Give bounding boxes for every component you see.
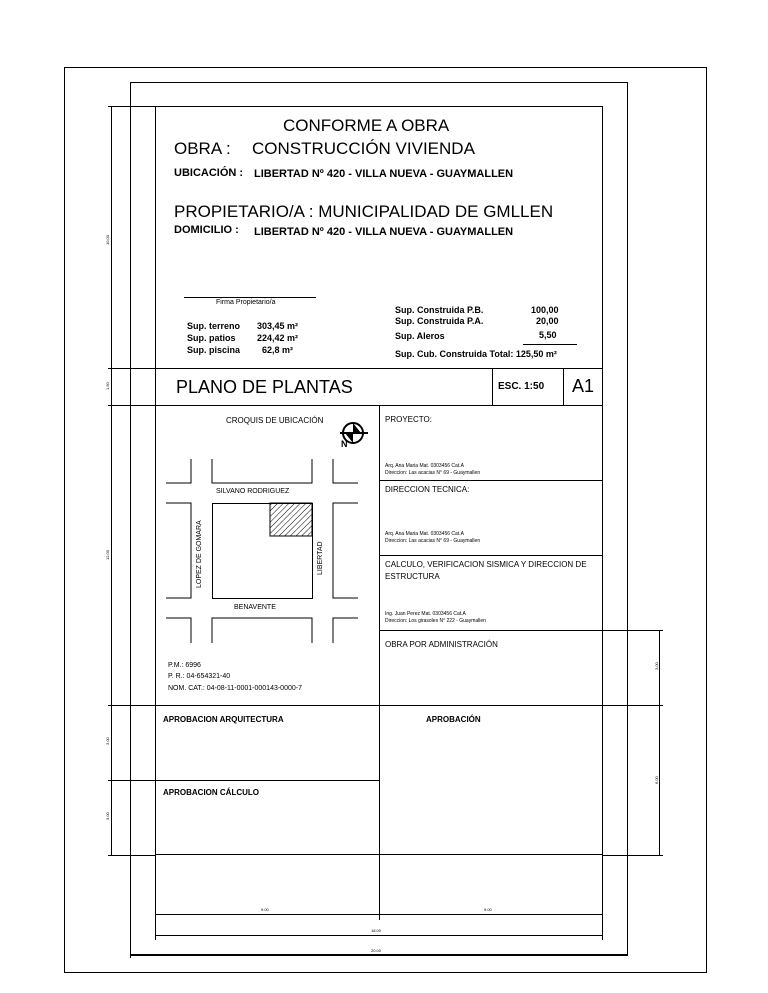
direccion-line: Direccion: Las acacias N° 69 - Guaymallen [385,538,481,544]
direccion-title: DIRECCION TECNICA: [385,485,470,494]
north-label: N [341,439,348,449]
proyecto-line: Arq. Ana Maria Mat. 0303456 Cat.A [385,463,464,469]
nom-cat-label: NOM. CAT.: 04-08-11-0001-000143-0000-7 [168,685,302,692]
dim-label: 10.00 [105,234,110,245]
signature-label: Firma Propietario/a [216,299,276,306]
aprobacion: APROBACIÓN [426,715,481,724]
obra-value: CONSTRUCCIÓN VIVIENDA [252,139,475,158]
surface-label: Sup. piscina [187,345,241,355]
surface-value: 303,45 m² [257,321,299,331]
sheet-title: CONFORME A OBRA [283,116,450,135]
surface-value: 62,8 m² [262,345,294,355]
pm-label: P.M.: 6996 [168,662,201,669]
surface-total: Sup. Cub. Construida Total: 125,50 m² [395,349,557,359]
domicilio-value: LIBERTAD Nº 420 - VILLA NUEVA - GUAYMALLEN [254,226,514,238]
calculo-line: Direccion: Los girasoles N° 222 - Guaymallen [385,618,486,624]
dim-label: 3.00 [105,737,110,745]
dim-label: 1.50 [105,382,110,390]
dim-label: 18.00 [371,928,382,933]
direccion-line: Arq. Ana Maria Mat. 0303456 Cat.A [385,531,464,537]
surface-label: Sup. Construida P.A. [395,316,484,326]
lot-hatch [270,503,312,536]
surface-label: Sup. patios [187,333,236,343]
surface-value: 100,00 [531,305,559,315]
street-top: SILVANO RODRIGUEZ [216,488,290,495]
proyecto-line: Direccion: Las acacias N° 69 - Guaymallen [385,470,481,476]
domicilio-label: DOMICILIO : [174,224,239,236]
aprobacion-calculo: APROBACION CÁLCULO [163,788,259,797]
surface-label: Sup. Aleros [395,331,445,341]
sheet-number: A1 [572,376,595,396]
dim-label: 3.00 [654,662,659,670]
surface-label: Sup. Construida P.B. [395,305,484,315]
surface-value: 5,50 [539,330,557,340]
calculo-title-2: ESTRUCTURA [385,572,440,581]
obra-admin: OBRA POR ADMINISTRACIÓN [385,640,498,649]
aprobacion-arquitectura: APROBACION ARQUITECTURA [163,715,284,724]
dim-label: 9.00 [484,907,492,912]
dim-label: 9.00 [261,907,269,912]
surface-value: 20,00 [536,316,559,326]
street-bottom: BENAVENTE [234,604,276,611]
ubicacion-label: UBICACIÓN : [174,167,244,179]
croquis-title: CROQUIS DE UBICACIÓN [226,416,324,425]
dim-label: 3.00 [105,812,110,820]
street-right: LIBERTAD [317,541,324,575]
dim-label: 12.00 [105,549,110,560]
plan-title: PLANO DE PLANTAS [176,377,353,397]
calculo-title: CALCULO, VERIFICACION SISMICA Y DIRECCION DE [385,560,587,569]
surface-label: Sup. terreno [187,321,241,331]
pr-label: P. R.: 04-654321-40 [168,673,231,680]
obra-label: OBRA : [174,139,231,158]
ubicacion-value: LIBERTAD Nº 420 - VILLA NUEVA - GUAYMALLEN [254,168,514,180]
plan-scale: ESC. 1:50 [498,381,545,392]
proyecto-title: PROYECTO: [385,415,432,424]
dim-label: 6.00 [654,776,659,784]
dim-label: 20.00 [371,948,382,953]
propietario: PROPIETARIO/A : MUNICIPALIDAD DE GMLLEN [174,202,554,221]
surface-value: 224,42 m² [257,333,299,343]
street-left: LOPEZ DE GOMARA [196,520,203,588]
calculo-line: Ing. Juan Perez Mat. 0303456 Cat.A [385,611,466,617]
